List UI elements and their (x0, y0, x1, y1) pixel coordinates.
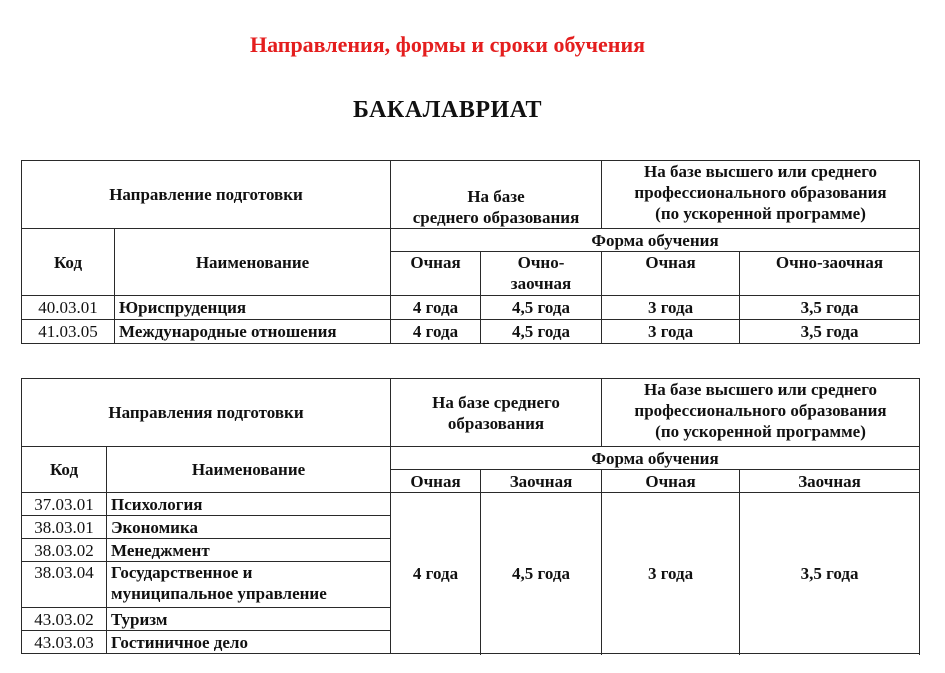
program-code: 40.03.01 (22, 296, 115, 320)
header-name: Наименование (115, 229, 391, 296)
duration-cell: 4,5 года (481, 493, 602, 654)
program-name: Юриспруденция (115, 296, 391, 320)
form-full-time: Очная (391, 470, 481, 493)
header-code: Код (22, 447, 107, 493)
header-direction: Направления подготовки (22, 379, 391, 447)
form-full-time-accelerated: Очная (602, 470, 740, 493)
table-row (22, 493, 920, 516)
duration-cell: 3 года (602, 320, 740, 344)
form-part-time-accelerated: Очно-заочная (740, 252, 920, 296)
duration-cell: 3,5 года (740, 320, 920, 344)
program-name: Туризм (107, 608, 391, 631)
duration-cell: 4,5 года (481, 296, 602, 320)
program-name: Гостиничное дело (107, 631, 391, 654)
programs-table-2 (21, 378, 920, 654)
duration-cell: 3 года (602, 296, 740, 320)
program-name: Экономика (107, 516, 391, 539)
table-row (22, 296, 920, 320)
table-header-row (22, 229, 920, 252)
form-part-time: Очно- заочная (481, 252, 602, 296)
duration-cell: 4 года (391, 493, 481, 654)
form-full-time: Очная (391, 252, 481, 296)
header-code: Код (22, 229, 115, 296)
program-name: Менеджмент (107, 539, 391, 562)
duration-cell: 4 года (391, 296, 481, 320)
program-name: Государственное и муниципальное управление (107, 562, 391, 608)
form-extramural-accelerated: Заочная (740, 470, 920, 493)
program-code: 43.03.03 (22, 631, 107, 654)
program-code: 41.03.05 (22, 320, 115, 344)
header-higher-education: На базе высшего или среднего профессионального образования (по ускоренной программе) (602, 379, 920, 447)
table-row (22, 320, 920, 344)
program-code: 38.03.02 (22, 539, 107, 562)
duration-cell: 3,5 года (740, 493, 920, 654)
header-direction: Направление подготовки (22, 161, 391, 229)
programs-table-1 (21, 160, 920, 344)
program-code: 38.03.01 (22, 516, 107, 539)
header-study-form: Форма обучения (391, 447, 920, 470)
table-header-row (22, 447, 920, 470)
page-title: Направления, формы и сроки обучения (249, 32, 646, 57)
header-study-form: Форма обучения (391, 229, 920, 252)
program-code: 43.03.02 (22, 608, 107, 631)
program-code: 38.03.04 (22, 562, 107, 608)
duration-cell: 3,5 года (740, 296, 920, 320)
program-code: 37.03.01 (22, 493, 107, 516)
header-higher-education: На базе высшего или среднего профессионального образования (по ускоренной программе) (602, 161, 920, 229)
program-name: Психология (107, 493, 391, 516)
form-full-time-accelerated: Очная (602, 252, 740, 296)
table-header-row (22, 161, 920, 229)
program-name: Международные отношения (115, 320, 391, 344)
header-secondary-education: На базе среднего образования (391, 379, 602, 447)
table-header-row (22, 379, 920, 447)
duration-cell: 3 года (602, 493, 740, 654)
page-subtitle: БАКАЛАВРИАТ (353, 97, 542, 123)
header-name: Наименование (107, 447, 391, 493)
duration-cell: 4 года (391, 320, 481, 344)
header-secondary-education: На базе среднего образования (391, 161, 602, 229)
form-extramural: Заочная (481, 470, 602, 493)
duration-cell: 4,5 года (481, 320, 602, 344)
